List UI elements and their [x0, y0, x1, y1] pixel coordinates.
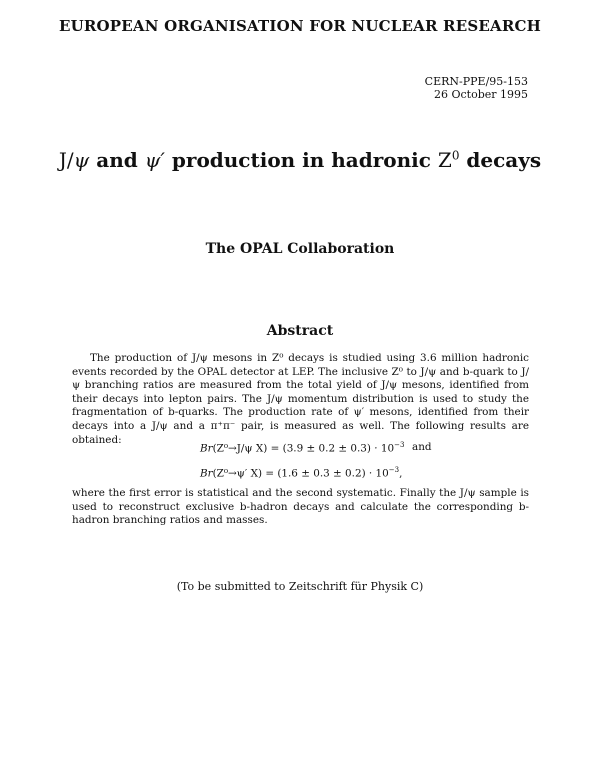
equation-2-br: Br	[200, 467, 213, 480]
title-z: Z	[437, 148, 452, 172]
title-part-3: production in hadronic	[164, 148, 438, 172]
title-part-4: decays	[459, 148, 542, 172]
title-part-2: and	[89, 148, 145, 172]
equation-1-result: = (3.9 ± 0.2 ± 0.3) · 10	[267, 442, 395, 455]
organisation-name: EUROPEAN ORGANISATION FOR NUCLEAR RESEARCH	[58, 17, 542, 35]
equation-2-result: = (1.6 ± 0.3 ± 0.2) · 10	[262, 467, 389, 480]
report-date: 26 October 1995	[433, 88, 528, 101]
abstract-paragraph-2	[72, 487, 529, 528]
abstract-heading: Abstract	[266, 323, 334, 339]
equation-2-argument: (Z⁰→ψ′ X)	[212, 467, 263, 480]
author-list: The OPAL Collaboration	[205, 241, 395, 257]
report-info	[425, 75, 528, 101]
equation-connector: and	[412, 441, 432, 453]
equation-1-br: Br	[200, 442, 213, 455]
title-z-superscript: 0	[451, 148, 460, 163]
equation-1-argument: (Z⁰→J/ψ X)	[212, 442, 268, 455]
title-psi-1: ψ	[73, 148, 90, 172]
submission-note: (To be submitted to Zeitschrift für Physik C)	[176, 580, 424, 593]
equation-1-exponent: −3	[394, 441, 405, 449]
report-number: CERN-PPE/95-153	[424, 75, 528, 88]
equation-2	[200, 466, 402, 479]
equation-2-exponent: −3	[388, 466, 400, 474]
equation-1	[200, 441, 404, 454]
title-part-1: J/	[58, 148, 74, 172]
paper-title	[0, 148, 600, 172]
abstract-text-2: where the first error is statistical and the second systematic. Finally the J/ψ sample is used to reconstruct exclusive b-hadron decays and calculate the corresponding b-hadron branching ratios and masses.	[72, 487, 529, 527]
abstract-paragraph-1	[72, 352, 529, 447]
title-psi-2: ψ′	[144, 148, 165, 172]
abstract-text-1: The production of J/ψ mesons in Z⁰ decays is studied using 3.6 million hadronic events recorded by the OPAL detector at LEP. The inclusive Z⁰ to J/ψ and b-quark to J/ψ branching ratios are measured from the total yield of J/ψ mesons, identified from their decays into lepton pairs. The J/ψ momentum distribution is used to study the fragmentation of b-quarks. The production rate of ψ′ mesons, identified from their decays into a J/ψ and a π⁺π⁻ pair, is measured as well. The following results are obtained:	[72, 352, 529, 446]
equation-2-trail: ,	[399, 467, 403, 480]
